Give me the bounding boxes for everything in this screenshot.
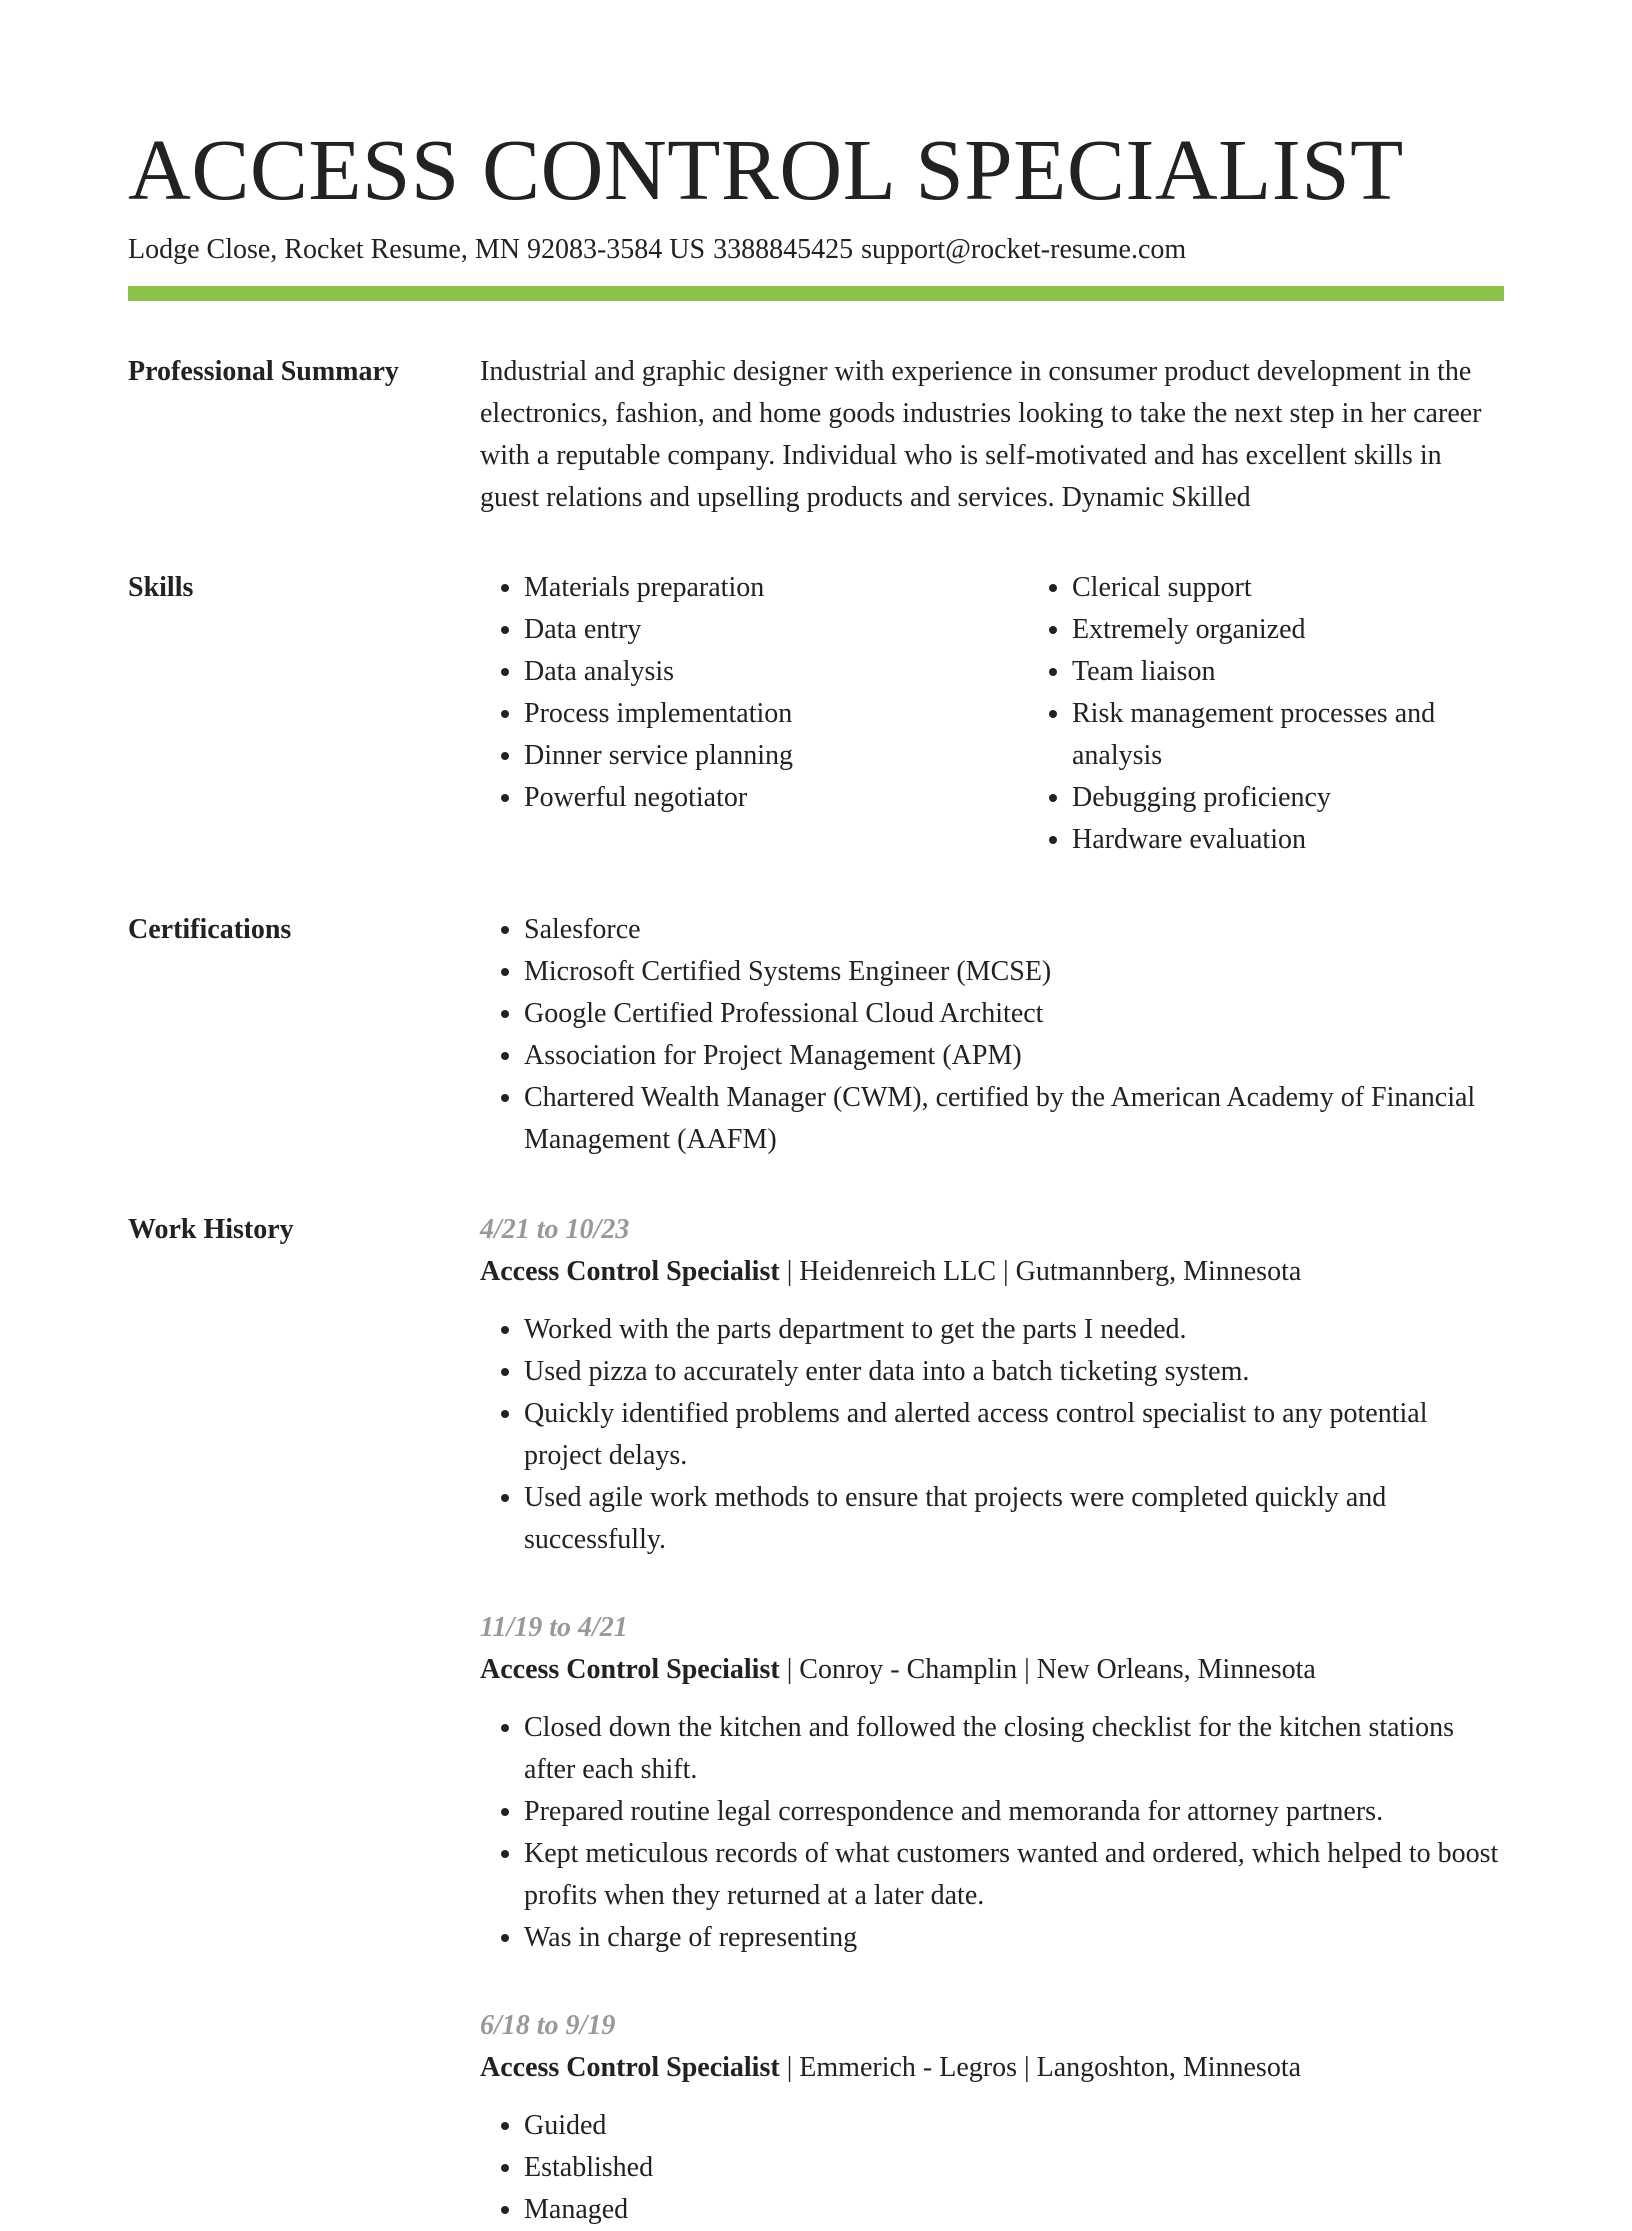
skill-item: • Team liaison	[1072, 651, 1504, 693]
job-company: Conroy - Champlin	[799, 1654, 1018, 1685]
job-title: Access Control Specialist	[480, 2052, 780, 2083]
certifications-label: Certifications	[128, 914, 292, 945]
job-bullets	[480, 1309, 1504, 1561]
job-bullet: • Was in charge of representing	[524, 1917, 1504, 1959]
job-location: Langoshton, Minnesota	[1036, 2052, 1302, 2083]
job-bullets	[480, 1707, 1504, 1959]
summary-section	[128, 351, 1504, 519]
job-entry	[480, 1209, 1504, 1561]
certifications-section	[128, 909, 1504, 1161]
job-company: Heidenreich LLC	[799, 1256, 996, 1287]
job-separator: |	[779, 1256, 800, 1287]
job-company: Emmerich - Legros	[799, 2052, 1017, 2083]
job-location: Gutmannberg, Minnesota	[1015, 1256, 1302, 1287]
job-separator: |	[1017, 1654, 1037, 1685]
skill-item: • Hardware evaluation	[1072, 819, 1504, 861]
header-divider	[128, 286, 1504, 301]
skill-item: • Data entry	[524, 609, 1028, 651]
job-bullet: • Managed	[524, 2189, 1504, 2231]
job-bullet: • Kept meticulous records of what customers wanted and ordered, which helped to boost profits when they returned at a later date.	[524, 1833, 1504, 1917]
job-heading	[480, 1649, 1504, 1691]
job-dates: 11/19 to 4/21	[480, 1612, 628, 1643]
skill-item: • Dinner service planning	[524, 735, 1028, 777]
job-bullet: • Guided	[524, 2105, 1504, 2147]
certification-item: • Salesforce	[524, 909, 1504, 951]
job-dates: 6/18 to 9/19	[480, 2010, 616, 2041]
job-heading	[480, 2047, 1504, 2089]
summary-text: Industrial and graphic designer with experience in consumer product development in the electronics, fashion, and home goods industries looking to take the next step in her career with a reputable company. Individual who is self-motivated and has excellent skills in guest relations and upselling products and services. Dynamic Skilled	[480, 356, 1482, 513]
job-entry	[480, 2005, 1504, 2231]
job-separator: |	[1017, 2052, 1037, 2083]
job-bullets	[480, 2105, 1504, 2231]
job-separator: |	[996, 1256, 1016, 1287]
job-separator: |	[779, 2052, 800, 2083]
skill-item: • Extremely organized	[1072, 609, 1504, 651]
work-history-label: Work History	[128, 1214, 294, 1245]
certification-item: • Google Certified Professional Cloud Architect	[524, 993, 1504, 1035]
certifications-list	[480, 909, 1504, 1161]
job-heading	[480, 1251, 1504, 1293]
certification-item: • Chartered Wealth Manager (CWM), certified by the American Academy of Financial Management (AAFM)	[524, 1077, 1504, 1161]
skill-item: • Powerful negotiator	[524, 777, 1028, 819]
skill-item: • Debugging proficiency	[1072, 777, 1504, 819]
certification-item: • Association for Project Management (APM)	[524, 1035, 1504, 1077]
job-separator: |	[779, 1654, 800, 1685]
skills-section	[128, 567, 1504, 861]
resume-page	[128, 120, 1504, 2231]
skill-item: • Risk management processes and analysis	[1072, 693, 1504, 777]
job-dates: 4/21 to 10/23	[480, 1214, 630, 1245]
contact-email[interactable]: support@rocket-resume.com	[861, 234, 1187, 265]
contact-phone: 3388845425	[713, 234, 854, 265]
work-history-section	[128, 1209, 1504, 2231]
job-bullet: • Used pizza to accurately enter data into a batch ticketing system.	[524, 1351, 1504, 1393]
job-entry	[480, 1607, 1504, 1959]
candidate-name: ACCESS CONTROL SPECIALIST	[128, 121, 1404, 218]
certification-item: • Microsoft Certified Systems Engineer (MCSE)	[524, 951, 1504, 993]
skill-item: • Process implementation	[524, 693, 1028, 735]
skill-item: • Data analysis	[524, 651, 1028, 693]
skills-list-left	[480, 567, 1028, 861]
job-bullet: • Quickly identified problems and alerted access control specialist to any potential project delays.	[524, 1393, 1504, 1477]
skill-item: • Clerical support	[1072, 567, 1504, 609]
skill-item: • Materials preparation	[524, 567, 1028, 609]
contact-address: Lodge Close, Rocket Resume, MN 92083-3584 US	[128, 234, 706, 265]
job-bullet: • Closed down the kitchen and followed the closing checklist for the kitchen stations after each shift.	[524, 1707, 1504, 1791]
contact-line	[128, 232, 1504, 268]
job-bullet: • Worked with the parts department to get the parts I needed.	[524, 1309, 1504, 1351]
skills-list-right	[1028, 567, 1504, 861]
skills-label: Skills	[128, 572, 194, 603]
job-title: Access Control Specialist	[480, 1654, 780, 1685]
summary-label: Professional Summary	[128, 356, 399, 387]
job-location: New Orleans, Minnesota	[1036, 1654, 1316, 1685]
job-bullet: • Established	[524, 2147, 1504, 2189]
job-bullet: • Used agile work methods to ensure that projects were completed quickly and successfully.	[524, 1477, 1504, 1561]
job-title: Access Control Specialist	[480, 1256, 780, 1287]
job-bullet: • Prepared routine legal correspondence and memoranda for attorney partners.	[524, 1791, 1504, 1833]
